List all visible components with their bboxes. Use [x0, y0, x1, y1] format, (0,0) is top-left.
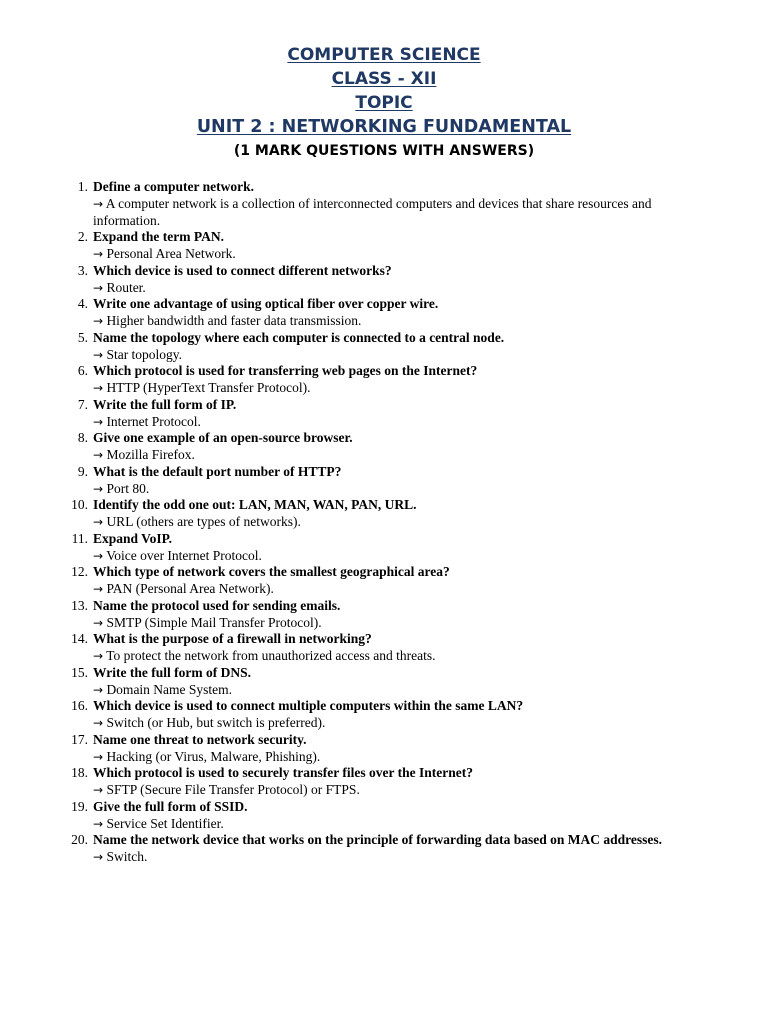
answer [93, 715, 716, 732]
answer [93, 548, 716, 565]
right-arrow-icon: → [93, 850, 104, 864]
question-number: 19. [71, 798, 88, 814]
topic-heading: TOPIC [355, 93, 413, 113]
question-number: 15. [71, 664, 88, 680]
right-arrow-icon: → [93, 615, 104, 630]
question-number: 17. [71, 731, 88, 747]
class-heading: CLASS - XII [331, 69, 437, 89]
question-item [0, 464, 768, 498]
right-arrow-icon: → [93, 314, 104, 328]
right-arrow-icon: → [93, 414, 104, 429]
answer-text: Port 80. [106, 480, 150, 496]
question-text: Which protocol is used to securely transfer files over the Internet? [93, 765, 473, 781]
subject-heading: COMPUTER SCIENCE [287, 45, 481, 65]
question-text: Identify the odd one out: LAN, MAN, WAN, PAN, URL. [93, 497, 417, 513]
right-arrow-icon: → [93, 515, 104, 529]
question-item [0, 229, 768, 263]
question-item [0, 397, 768, 431]
answer [93, 514, 716, 531]
question-text: Define a computer network. [93, 179, 254, 194]
question-item [0, 330, 768, 364]
answer [93, 414, 716, 431]
answer [93, 246, 716, 263]
question-item [0, 631, 768, 665]
answer-text: SFTP (Secure File Transfer Protocol) or FTPS. [106, 782, 360, 797]
answer-text: Voice over Internet Protocol. [106, 547, 262, 563]
subtitle: (1 MARK QUESTIONS WITH ANSWERS) [233, 143, 535, 159]
question-number: 12. [71, 564, 88, 580]
question-number: 7. [77, 396, 88, 412]
answer-text: Internet Protocol. [106, 413, 201, 429]
question-item [0, 832, 768, 866]
answer [93, 581, 716, 598]
right-arrow-icon: → [93, 481, 104, 496]
answer [93, 615, 716, 632]
answer-text: Mozilla Firefox. [106, 447, 195, 462]
question-number: 6. [77, 363, 88, 379]
answer-text: Higher bandwidth and faster data transmission. [106, 313, 362, 328]
question-text: Name the protocol used for sending emails. [93, 597, 341, 613]
right-arrow-icon: → [93, 548, 104, 563]
answer [93, 816, 716, 833]
answer [93, 347, 716, 364]
question-number: 1. [77, 179, 88, 194]
answer-text: PAN (Personal Area Network). [106, 581, 274, 596]
answer-text: Switch. [106, 849, 148, 864]
right-arrow-icon: → [93, 381, 104, 395]
question-text: Expand the term PAN. [93, 229, 224, 245]
question-item [0, 296, 768, 330]
answer-text: SMTP (Simple Mail Transfer Protocol). [106, 614, 322, 630]
question-number: 16. [71, 698, 88, 714]
question-text: Which device is used to connect multiple computers within the same LAN? [93, 698, 524, 714]
question-text: Name the topology where each computer is connected to a central node. [93, 329, 505, 345]
right-arrow-icon: → [93, 649, 104, 663]
question-item [0, 665, 768, 699]
question-number: 10. [71, 497, 88, 513]
answer [93, 849, 716, 866]
question-text: What is the default port number of HTTP? [93, 463, 342, 479]
question-number: 8. [77, 430, 88, 446]
answer [93, 782, 716, 799]
question-item [0, 698, 768, 732]
question-text: Name one threat to network security. [93, 731, 307, 747]
answer-text: Switch (or Hub, but switch is preferred). [106, 715, 326, 730]
right-arrow-icon: → [93, 682, 104, 697]
answer-text: Personal Area Network. [106, 246, 236, 261]
right-arrow-icon: → [93, 280, 104, 295]
question-text: Which device is used to connect different networks? [93, 262, 392, 278]
right-arrow-icon: → [93, 448, 104, 462]
answer-text: To protect the network from unauthorized access and threats. [106, 648, 436, 663]
question-item [0, 732, 768, 766]
unit-heading: UNIT 2 : NETWORKING FUNDAMENTAL [196, 117, 572, 137]
question-number: 3. [77, 262, 88, 278]
answer [93, 682, 716, 699]
question-text: Give one example of an open-source browser. [93, 430, 353, 446]
question-number: 9. [77, 463, 88, 479]
question-number: 20. [71, 832, 88, 848]
question-list [0, 179, 768, 866]
answer [93, 196, 716, 230]
right-arrow-icon: → [93, 816, 104, 831]
document-header [0, 43, 768, 161]
question-item [0, 430, 768, 464]
question-item [0, 497, 768, 531]
question-item [0, 598, 768, 632]
question-number: 4. [77, 296, 88, 312]
answer-text: URL (others are types of networks). [106, 514, 301, 529]
right-arrow-icon: → [93, 749, 104, 764]
question-text: Write the full form of DNS. [93, 664, 251, 680]
answer [93, 380, 716, 397]
question-number: 11. [71, 530, 88, 546]
right-arrow-icon: → [93, 196, 104, 211]
answer [93, 481, 716, 498]
answer [93, 447, 716, 464]
question-item [0, 179, 768, 229]
answer [93, 648, 716, 665]
answer-text: Hacking (or Virus, Malware, Phishing). [106, 748, 321, 764]
question-number: 13. [71, 597, 88, 613]
right-arrow-icon: → [93, 783, 104, 797]
right-arrow-icon: → [93, 247, 104, 261]
question-item [0, 363, 768, 397]
question-item [0, 799, 768, 833]
answer-text: HTTP (HyperText Transfer Protocol). [106, 380, 311, 395]
question-text: Write one advantage of using optical fiber over copper wire. [93, 296, 439, 312]
question-number: 5. [77, 329, 88, 345]
question-text: What is the purpose of a firewall in networking? [93, 631, 372, 647]
question-item [0, 564, 768, 598]
right-arrow-icon: → [93, 582, 104, 596]
answer [93, 280, 716, 297]
question-number: 14. [71, 631, 88, 647]
answer-text: Router. [106, 279, 146, 295]
answer-text: Star topology. [106, 346, 183, 362]
question-item [0, 263, 768, 297]
answer-text: Service Set Identifier. [106, 815, 224, 831]
question-text: Expand VoIP. [93, 530, 173, 546]
answer [93, 313, 716, 330]
answer-text: Domain Name System. [106, 681, 233, 697]
question-number: 18. [71, 765, 88, 781]
question-text: Give the full form of SSID. [93, 798, 248, 814]
question-item [0, 531, 768, 565]
question-text: Which type of network covers the smallest geographical area? [93, 564, 450, 580]
question-item [0, 765, 768, 799]
right-arrow-icon: → [93, 347, 104, 362]
answer [93, 749, 716, 766]
answer-text: A computer network is a collection of interconnected computers and devices that share resources and information. [93, 195, 652, 228]
question-text: Which protocol is used for transferring web pages on the Internet? [93, 363, 478, 379]
question-text: Write the full form of IP. [93, 396, 237, 412]
right-arrow-icon: → [93, 716, 104, 730]
question-number: 2. [77, 229, 88, 245]
question-text: Name the network device that works on the principle of forwarding data based on MAC addresses. [93, 832, 662, 848]
